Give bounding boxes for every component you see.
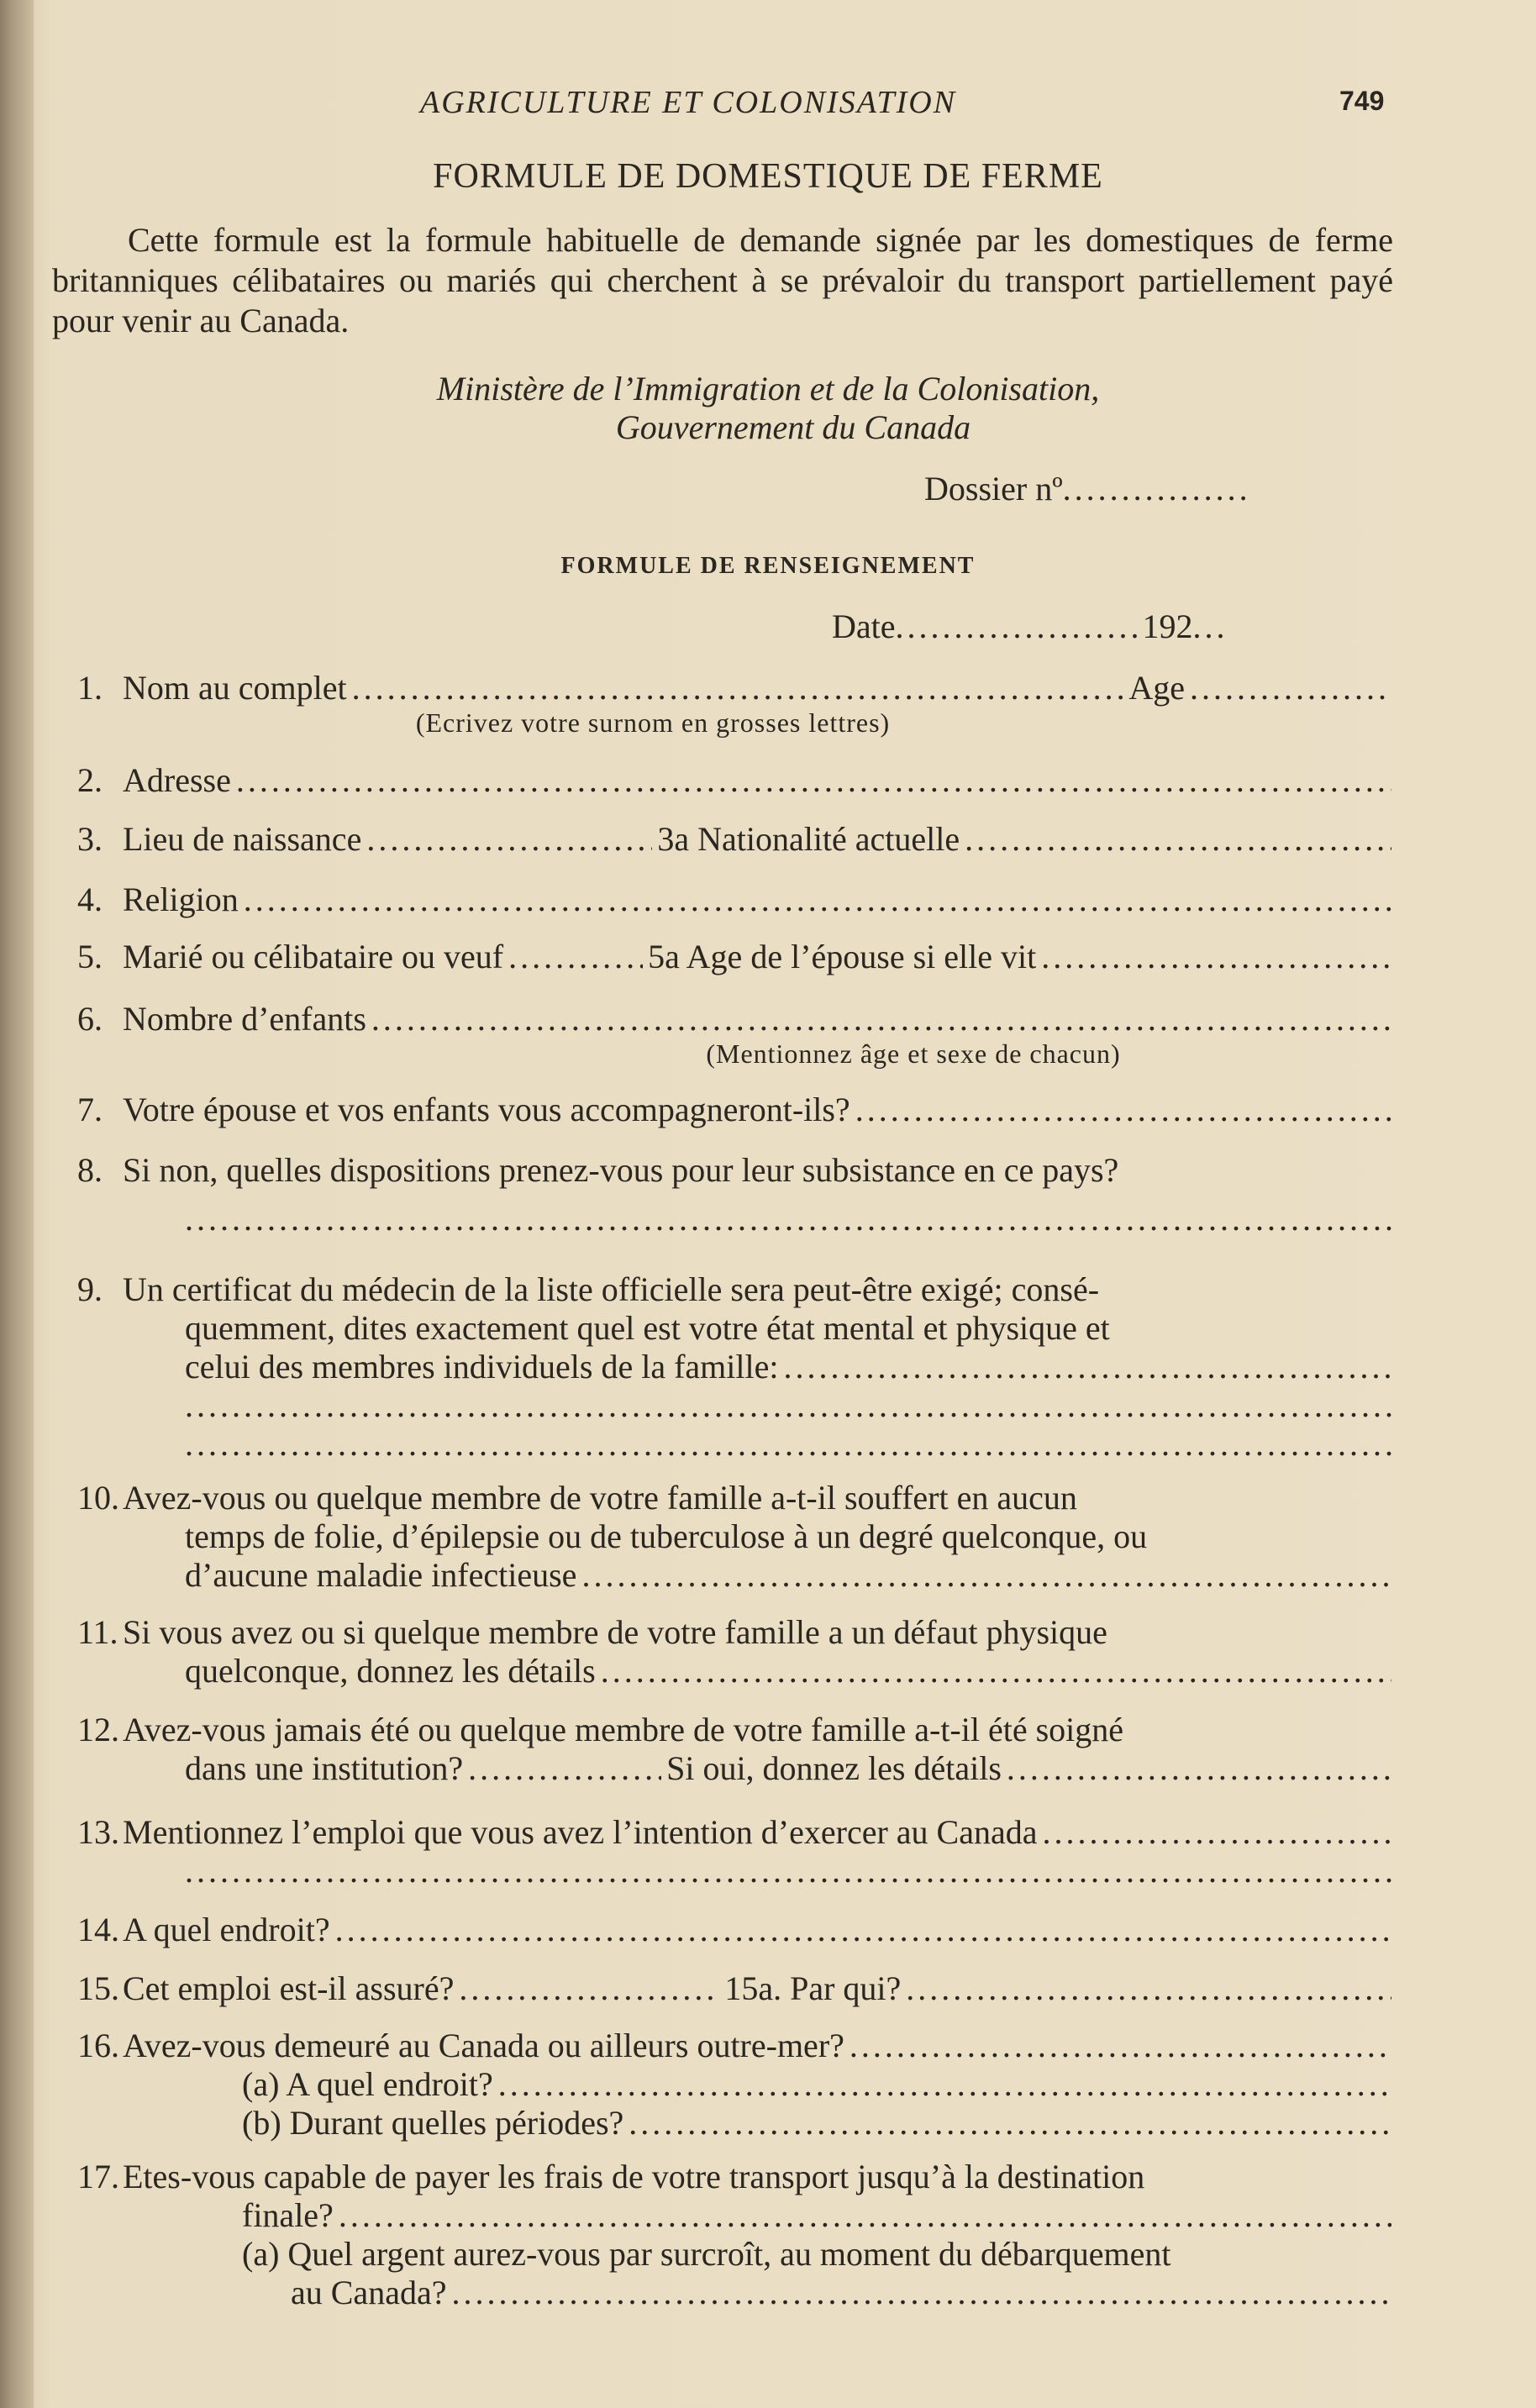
q3-field[interactable] xyxy=(366,820,652,859)
question-11 xyxy=(77,1613,1397,1690)
q11-number: 11. xyxy=(77,1613,118,1651)
question-8 xyxy=(77,1151,1397,1238)
question-13 xyxy=(77,1813,1397,1890)
q13-field-2[interactable] xyxy=(185,1852,1391,1890)
q12-institution-field[interactable] xyxy=(468,1749,661,1788)
running-head xyxy=(0,84,1536,126)
q16a-field[interactable] xyxy=(498,2065,1391,2104)
q17a-line-1: (a) Quel argent aurez-vous par surcroît, au moment du débarquement xyxy=(242,2235,1171,2273)
q2-field[interactable] xyxy=(236,761,1391,800)
ministry-block xyxy=(0,370,1536,447)
q9-field-3[interactable] xyxy=(185,1425,1391,1464)
q5a-label: 5a Age de l’épouse si elle vit xyxy=(648,938,1037,975)
question-14 xyxy=(77,1911,1397,1949)
q10-number: 10. xyxy=(77,1479,119,1517)
q14-label: A quel endroit? xyxy=(123,1911,330,1948)
q5a-field[interactable] xyxy=(1041,938,1391,976)
q6-field[interactable] xyxy=(371,1000,1391,1038)
q8-label: Si non, quelles dispositions prenez-vous pour leur subsistance en ce pays? xyxy=(123,1151,1119,1189)
q12-line-2b: Si oui, donnez les détails xyxy=(666,1749,1002,1787)
form-title: FORMULE DE DOMESTIQUE DE FERME xyxy=(433,157,1103,196)
q17a-field[interactable] xyxy=(451,2274,1391,2312)
q12-details-field[interactable] xyxy=(1007,1749,1391,1788)
q4-number: 4. xyxy=(77,881,103,918)
q7-field[interactable] xyxy=(855,1091,1391,1129)
question-15 xyxy=(77,1969,1397,2008)
question-1 xyxy=(77,669,1397,738)
q17-field[interactable] xyxy=(339,2196,1391,2235)
q16-field[interactable] xyxy=(850,2027,1391,2065)
q16-number: 16. xyxy=(77,2027,119,2064)
q9-field-1[interactable] xyxy=(783,1348,1391,1386)
question-4 xyxy=(77,881,1397,919)
q15-field[interactable] xyxy=(459,1969,719,2008)
q1-name-field[interactable] xyxy=(352,669,1124,707)
dossier-label: Dossier nº xyxy=(924,470,1063,507)
q10-line-2: temps de folie, d’épilepsie ou de tuberculose à un degré quelconque, ou xyxy=(185,1517,1148,1555)
q1-age-label: Age xyxy=(1128,669,1185,707)
q4-label: Religion xyxy=(123,881,239,918)
q3a-field[interactable] xyxy=(965,820,1391,859)
q10-line-3: d’aucune maladie infectieuse xyxy=(185,1556,577,1594)
q11-field[interactable] xyxy=(601,1652,1391,1690)
q16-label: Avez-vous demeuré au Canada ou ailleurs outre-mer? xyxy=(123,2027,844,2064)
q15-label: Cet emploi est-il assuré? xyxy=(123,1969,455,2007)
q12-number: 12. xyxy=(77,1711,119,1748)
date-field[interactable]: Date.....................192... xyxy=(832,607,1228,645)
q5-field[interactable] xyxy=(508,938,643,976)
q4-field[interactable] xyxy=(244,881,1391,919)
question-2 xyxy=(77,761,1397,800)
q9-line-3: celui des membres individuels de la famille: xyxy=(185,1348,779,1385)
q1-note: (Ecrivez votre surnom en grosses lettres) xyxy=(415,707,891,738)
q3-label: Lieu de naissance xyxy=(123,820,362,858)
question-16 xyxy=(77,2027,1397,2142)
q2-label: Adresse xyxy=(123,761,231,799)
q6-label: Nombre d’enfants xyxy=(123,1000,366,1038)
question-9 xyxy=(77,1270,1397,1464)
q14-field[interactable] xyxy=(335,1911,1391,1949)
q9-line-1: Un certificat du médecin de la liste officielle sera peut-être exigé; consé- xyxy=(123,1270,1100,1308)
q13-number: 13. xyxy=(77,1813,119,1851)
question-10 xyxy=(77,1479,1397,1595)
q16a-label: (a) A quel endroit? xyxy=(242,2065,493,2103)
question-6 xyxy=(77,1000,1397,1069)
q6-number: 6. xyxy=(77,1000,103,1038)
q15a-label: 15a. Par qui? xyxy=(724,1969,902,2007)
q12-line-1: Avez-vous jamais été ou quelque membre de votre famille a-t-il été soigné xyxy=(123,1711,1124,1748)
q5-label: Marié ou célibataire ou veuf xyxy=(123,938,504,975)
date-label: Date xyxy=(832,607,896,645)
dossier-dots: ................ xyxy=(1062,470,1251,507)
page-number: 749 xyxy=(1339,86,1385,116)
q1-number: 1. xyxy=(77,669,103,707)
q6-note: (Mentionnez âge et sexe de chacun) xyxy=(706,1038,1121,1069)
q9-line-2: quemment, dites exactement quel est votre état mental et physique et xyxy=(185,1309,1110,1347)
q9-number: 9. xyxy=(77,1270,103,1308)
q3a-label: 3a Nationalité actuelle xyxy=(657,820,960,858)
q7-label: Votre épouse et vos enfants vous accompagneront-ils? xyxy=(123,1091,850,1128)
q2-number: 2. xyxy=(77,761,103,799)
q17a-line-2: au Canada? xyxy=(291,2274,447,2311)
q15-number: 15. xyxy=(77,1969,119,2007)
q8-number: 8. xyxy=(77,1151,103,1189)
book-binding xyxy=(0,0,34,2408)
q13-label: Mentionnez l’emploi que vous avez l’intention d’exercer au Canada xyxy=(123,1813,1038,1851)
q3-number: 3. xyxy=(77,820,103,858)
q16b-field[interactable] xyxy=(629,2104,1391,2142)
q15a-field[interactable] xyxy=(906,1969,1391,2008)
q1-age-field[interactable] xyxy=(1190,669,1391,707)
question-17 xyxy=(77,2158,1397,2312)
q12-line-2: dans une institution? xyxy=(185,1749,464,1787)
q10-field[interactable] xyxy=(581,1556,1391,1595)
q17-number: 17. xyxy=(77,2158,119,2195)
q8-field[interactable] xyxy=(185,1200,1391,1238)
ministry-line-2: Gouvernement du Canada xyxy=(615,408,971,446)
subheading: FORMULE DE RENSEIGNEMENT xyxy=(560,553,976,579)
dossier-field[interactable] xyxy=(924,469,1251,508)
q7-number: 7. xyxy=(77,1091,103,1128)
q17-line-2: finale? xyxy=(242,2196,334,2234)
question-7 xyxy=(77,1091,1397,1129)
intro-paragraph: Cette formule est la formule habituelle de demande signée par les domestiques de ferme britanniques célibataires ou mariés qui cherchent à se prévaloir du transport partiellement payé pour venir au Canada. xyxy=(52,221,1393,339)
question-5 xyxy=(77,938,1397,976)
q11-line-1: Si vous avez ou si quelque membre de votre famille a un défaut physique xyxy=(123,1613,1107,1651)
q11-line-2: quelconque, donnez les détails xyxy=(185,1652,596,1690)
q10-line-1: Avez-vous ou quelque membre de votre famille a-t-il souffert en aucun xyxy=(123,1479,1077,1517)
q14-number: 14. xyxy=(77,1911,119,1948)
q5-number: 5. xyxy=(77,938,103,975)
q17-line-1: Etes-vous capable de payer les frais de votre transport jusqu’à la destination xyxy=(123,2158,1145,2195)
q9-field-2[interactable] xyxy=(185,1386,1391,1425)
q13-field-1[interactable] xyxy=(1042,1813,1391,1852)
question-12 xyxy=(77,1711,1397,1788)
running-title: AGRICULTURE ET COLONISATION xyxy=(420,85,957,120)
date-year: 192 xyxy=(1142,607,1193,645)
ministry-line-1: Ministère de l’Immigration et de la Colonisation, xyxy=(436,370,1100,407)
q16b-label: (b) Durant quelles périodes? xyxy=(242,2104,624,2142)
q1-label: Nom au complet xyxy=(123,669,347,707)
question-3 xyxy=(77,820,1397,859)
